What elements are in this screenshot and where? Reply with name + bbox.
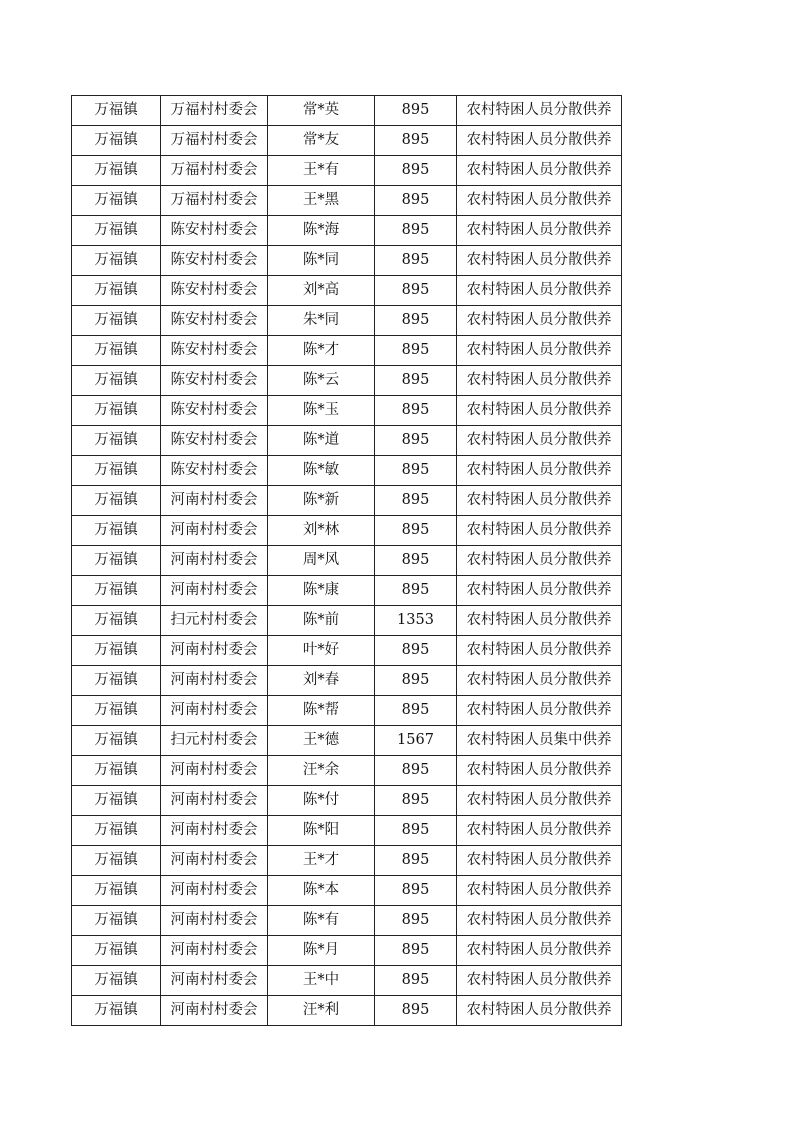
support-type-cell: 农村特困人员分散供养: [457, 576, 622, 606]
village-cell: 河南村村委会: [161, 546, 268, 576]
name-cell: 陈*阳: [268, 816, 375, 846]
amount-cell: 895: [375, 816, 457, 846]
amount-cell: 895: [375, 366, 457, 396]
town-cell: 万福镇: [72, 396, 161, 426]
support-type-cell: 农村特困人员分散供养: [457, 696, 622, 726]
support-type-cell: 农村特困人员分散供养: [457, 156, 622, 186]
table-row: [72, 216, 622, 246]
name-cell: 叶*好: [268, 636, 375, 666]
table-row: [72, 846, 622, 876]
name-cell: 汪*余: [268, 756, 375, 786]
village-cell: 陈安村村委会: [161, 366, 268, 396]
amount-cell: 1353: [375, 606, 457, 636]
amount-cell: 895: [375, 996, 457, 1026]
amount-cell: 895: [375, 966, 457, 996]
name-cell: 陈*有: [268, 906, 375, 936]
table-row: [72, 726, 622, 756]
village-cell: 河南村村委会: [161, 756, 268, 786]
table-row: [72, 606, 622, 636]
amount-cell: 895: [375, 786, 457, 816]
amount-cell: 895: [375, 156, 457, 186]
village-cell: 陈安村村委会: [161, 306, 268, 336]
amount-cell: 895: [375, 486, 457, 516]
name-cell: 王*才: [268, 846, 375, 876]
town-cell: 万福镇: [72, 636, 161, 666]
amount-cell: 895: [375, 876, 457, 906]
table-row: [72, 276, 622, 306]
village-cell: 万福村村委会: [161, 96, 268, 126]
table-row: [72, 786, 622, 816]
name-cell: 陈*月: [268, 936, 375, 966]
village-cell: 河南村村委会: [161, 906, 268, 936]
table-row: [72, 486, 622, 516]
amount-cell: 895: [375, 186, 457, 216]
name-cell: 陈*云: [268, 366, 375, 396]
amount-cell: 895: [375, 666, 457, 696]
name-cell: 陈*新: [268, 486, 375, 516]
village-cell: 万福村村委会: [161, 186, 268, 216]
amount-cell: 895: [375, 216, 457, 246]
name-cell: 陈*同: [268, 246, 375, 276]
town-cell: 万福镇: [72, 966, 161, 996]
support-type-cell: 农村特困人员分散供养: [457, 336, 622, 366]
table-row: [72, 186, 622, 216]
support-type-cell: 农村特困人员分散供养: [457, 996, 622, 1026]
name-cell: 陈*海: [268, 216, 375, 246]
table-row: [72, 156, 622, 186]
amount-cell: 895: [375, 456, 457, 486]
name-cell: 陈*敏: [268, 456, 375, 486]
village-cell: 万福村村委会: [161, 126, 268, 156]
amount-cell: 895: [375, 276, 457, 306]
table-row: [72, 126, 622, 156]
town-cell: 万福镇: [72, 936, 161, 966]
support-type-cell: 农村特困人员分散供养: [457, 246, 622, 276]
village-cell: 河南村村委会: [161, 636, 268, 666]
name-cell: 周*风: [268, 546, 375, 576]
support-type-cell: 农村特困人员分散供养: [457, 186, 622, 216]
name-cell: 陈*付: [268, 786, 375, 816]
amount-cell: 895: [375, 516, 457, 546]
amount-cell: 895: [375, 636, 457, 666]
support-type-cell: 农村特困人员分散供养: [457, 396, 622, 426]
support-type-cell: 农村特困人员分散供养: [457, 516, 622, 546]
town-cell: 万福镇: [72, 156, 161, 186]
support-type-cell: 农村特困人员分散供养: [457, 666, 622, 696]
support-type-cell: 农村特困人员分散供养: [457, 876, 622, 906]
name-cell: 刘*林: [268, 516, 375, 546]
table-row: [72, 96, 622, 126]
town-cell: 万福镇: [72, 726, 161, 756]
name-cell: 汪*利: [268, 996, 375, 1026]
amount-cell: 1567: [375, 726, 457, 756]
table-row: [72, 906, 622, 936]
table-row: [72, 996, 622, 1026]
amount-cell: 895: [375, 336, 457, 366]
amount-cell: 895: [375, 696, 457, 726]
town-cell: 万福镇: [72, 456, 161, 486]
name-cell: 王*德: [268, 726, 375, 756]
name-cell: 陈*康: [268, 576, 375, 606]
town-cell: 万福镇: [72, 126, 161, 156]
town-cell: 万福镇: [72, 576, 161, 606]
support-type-cell: 农村特困人员分散供养: [457, 816, 622, 846]
town-cell: 万福镇: [72, 486, 161, 516]
name-cell: 常*英: [268, 96, 375, 126]
amount-cell: 895: [375, 96, 457, 126]
support-type-cell: 农村特困人员分散供养: [457, 846, 622, 876]
town-cell: 万福镇: [72, 96, 161, 126]
name-cell: 刘*春: [268, 666, 375, 696]
support-type-cell: 农村特困人员分散供养: [457, 966, 622, 996]
village-cell: 河南村村委会: [161, 666, 268, 696]
table-row: [72, 576, 622, 606]
table-row: [72, 756, 622, 786]
village-cell: 陈安村村委会: [161, 246, 268, 276]
table-row: [72, 966, 622, 996]
support-type-cell: 农村特困人员集中供养: [457, 726, 622, 756]
table-row: [72, 546, 622, 576]
town-cell: 万福镇: [72, 426, 161, 456]
name-cell: 王*有: [268, 156, 375, 186]
name-cell: 陈*玉: [268, 396, 375, 426]
name-cell: 刘*高: [268, 276, 375, 306]
table-row: [72, 426, 622, 456]
town-cell: 万福镇: [72, 756, 161, 786]
amount-cell: 895: [375, 426, 457, 456]
village-cell: 陈安村村委会: [161, 456, 268, 486]
support-type-cell: 农村特困人员分散供养: [457, 456, 622, 486]
town-cell: 万福镇: [72, 516, 161, 546]
town-cell: 万福镇: [72, 666, 161, 696]
table-body: [72, 96, 622, 1026]
town-cell: 万福镇: [72, 366, 161, 396]
name-cell: 陈*帮: [268, 696, 375, 726]
village-cell: 河南村村委会: [161, 876, 268, 906]
support-type-cell: 农村特困人员分散供养: [457, 486, 622, 516]
name-cell: 陈*本: [268, 876, 375, 906]
town-cell: 万福镇: [72, 906, 161, 936]
village-cell: 扫元村村委会: [161, 606, 268, 636]
town-cell: 万福镇: [72, 546, 161, 576]
beneficiary-table: [71, 95, 622, 1026]
support-type-cell: 农村特困人员分散供养: [457, 366, 622, 396]
support-type-cell: 农村特困人员分散供养: [457, 426, 622, 456]
name-cell: 陈*道: [268, 426, 375, 456]
support-type-cell: 农村特困人员分散供养: [457, 276, 622, 306]
village-cell: 万福村村委会: [161, 156, 268, 186]
village-cell: 河南村村委会: [161, 816, 268, 846]
table-row: [72, 876, 622, 906]
town-cell: 万福镇: [72, 816, 161, 846]
town-cell: 万福镇: [72, 246, 161, 276]
amount-cell: 895: [375, 306, 457, 336]
table-row: [72, 456, 622, 486]
town-cell: 万福镇: [72, 276, 161, 306]
table-row: [72, 516, 622, 546]
support-type-cell: 农村特困人员分散供养: [457, 906, 622, 936]
amount-cell: 895: [375, 756, 457, 786]
support-type-cell: 农村特困人员分散供养: [457, 936, 622, 966]
village-cell: 扫元村村委会: [161, 726, 268, 756]
amount-cell: 895: [375, 546, 457, 576]
town-cell: 万福镇: [72, 846, 161, 876]
village-cell: 河南村村委会: [161, 996, 268, 1026]
town-cell: 万福镇: [72, 606, 161, 636]
table-row: [72, 246, 622, 276]
support-type-cell: 农村特困人员分散供养: [457, 96, 622, 126]
table-row: [72, 306, 622, 336]
village-cell: 河南村村委会: [161, 696, 268, 726]
town-cell: 万福镇: [72, 186, 161, 216]
support-type-cell: 农村特困人员分散供养: [457, 306, 622, 336]
support-type-cell: 农村特困人员分散供养: [457, 636, 622, 666]
amount-cell: 895: [375, 126, 457, 156]
village-cell: 河南村村委会: [161, 576, 268, 606]
village-cell: 河南村村委会: [161, 846, 268, 876]
amount-cell: 895: [375, 936, 457, 966]
amount-cell: 895: [375, 246, 457, 276]
amount-cell: 895: [375, 906, 457, 936]
support-type-cell: 农村特困人员分散供养: [457, 786, 622, 816]
village-cell: 陈安村村委会: [161, 216, 268, 246]
table-row: [72, 366, 622, 396]
town-cell: 万福镇: [72, 216, 161, 246]
table-row: [72, 336, 622, 366]
town-cell: 万福镇: [72, 876, 161, 906]
town-cell: 万福镇: [72, 306, 161, 336]
village-cell: 河南村村委会: [161, 966, 268, 996]
village-cell: 河南村村委会: [161, 936, 268, 966]
name-cell: 陈*才: [268, 336, 375, 366]
support-type-cell: 农村特困人员分散供养: [457, 216, 622, 246]
name-cell: 常*友: [268, 126, 375, 156]
village-cell: 河南村村委会: [161, 516, 268, 546]
town-cell: 万福镇: [72, 786, 161, 816]
table-row: [72, 696, 622, 726]
village-cell: 河南村村委会: [161, 486, 268, 516]
amount-cell: 895: [375, 846, 457, 876]
village-cell: 陈安村村委会: [161, 396, 268, 426]
support-type-cell: 农村特困人员分散供养: [457, 756, 622, 786]
table-row: [72, 936, 622, 966]
table-row: [72, 666, 622, 696]
town-cell: 万福镇: [72, 996, 161, 1026]
village-cell: 陈安村村委会: [161, 276, 268, 306]
amount-cell: 895: [375, 576, 457, 606]
town-cell: 万福镇: [72, 696, 161, 726]
support-type-cell: 农村特困人员分散供养: [457, 606, 622, 636]
amount-cell: 895: [375, 396, 457, 426]
table-row: [72, 816, 622, 846]
name-cell: 朱*同: [268, 306, 375, 336]
support-type-cell: 农村特困人员分散供养: [457, 126, 622, 156]
town-cell: 万福镇: [72, 336, 161, 366]
name-cell: 王*黑: [268, 186, 375, 216]
village-cell: 陈安村村委会: [161, 336, 268, 366]
village-cell: 河南村村委会: [161, 786, 268, 816]
village-cell: 陈安村村委会: [161, 426, 268, 456]
name-cell: 陈*前: [268, 606, 375, 636]
support-type-cell: 农村特困人员分散供养: [457, 546, 622, 576]
name-cell: 王*中: [268, 966, 375, 996]
table-row: [72, 636, 622, 666]
table-row: [72, 396, 622, 426]
